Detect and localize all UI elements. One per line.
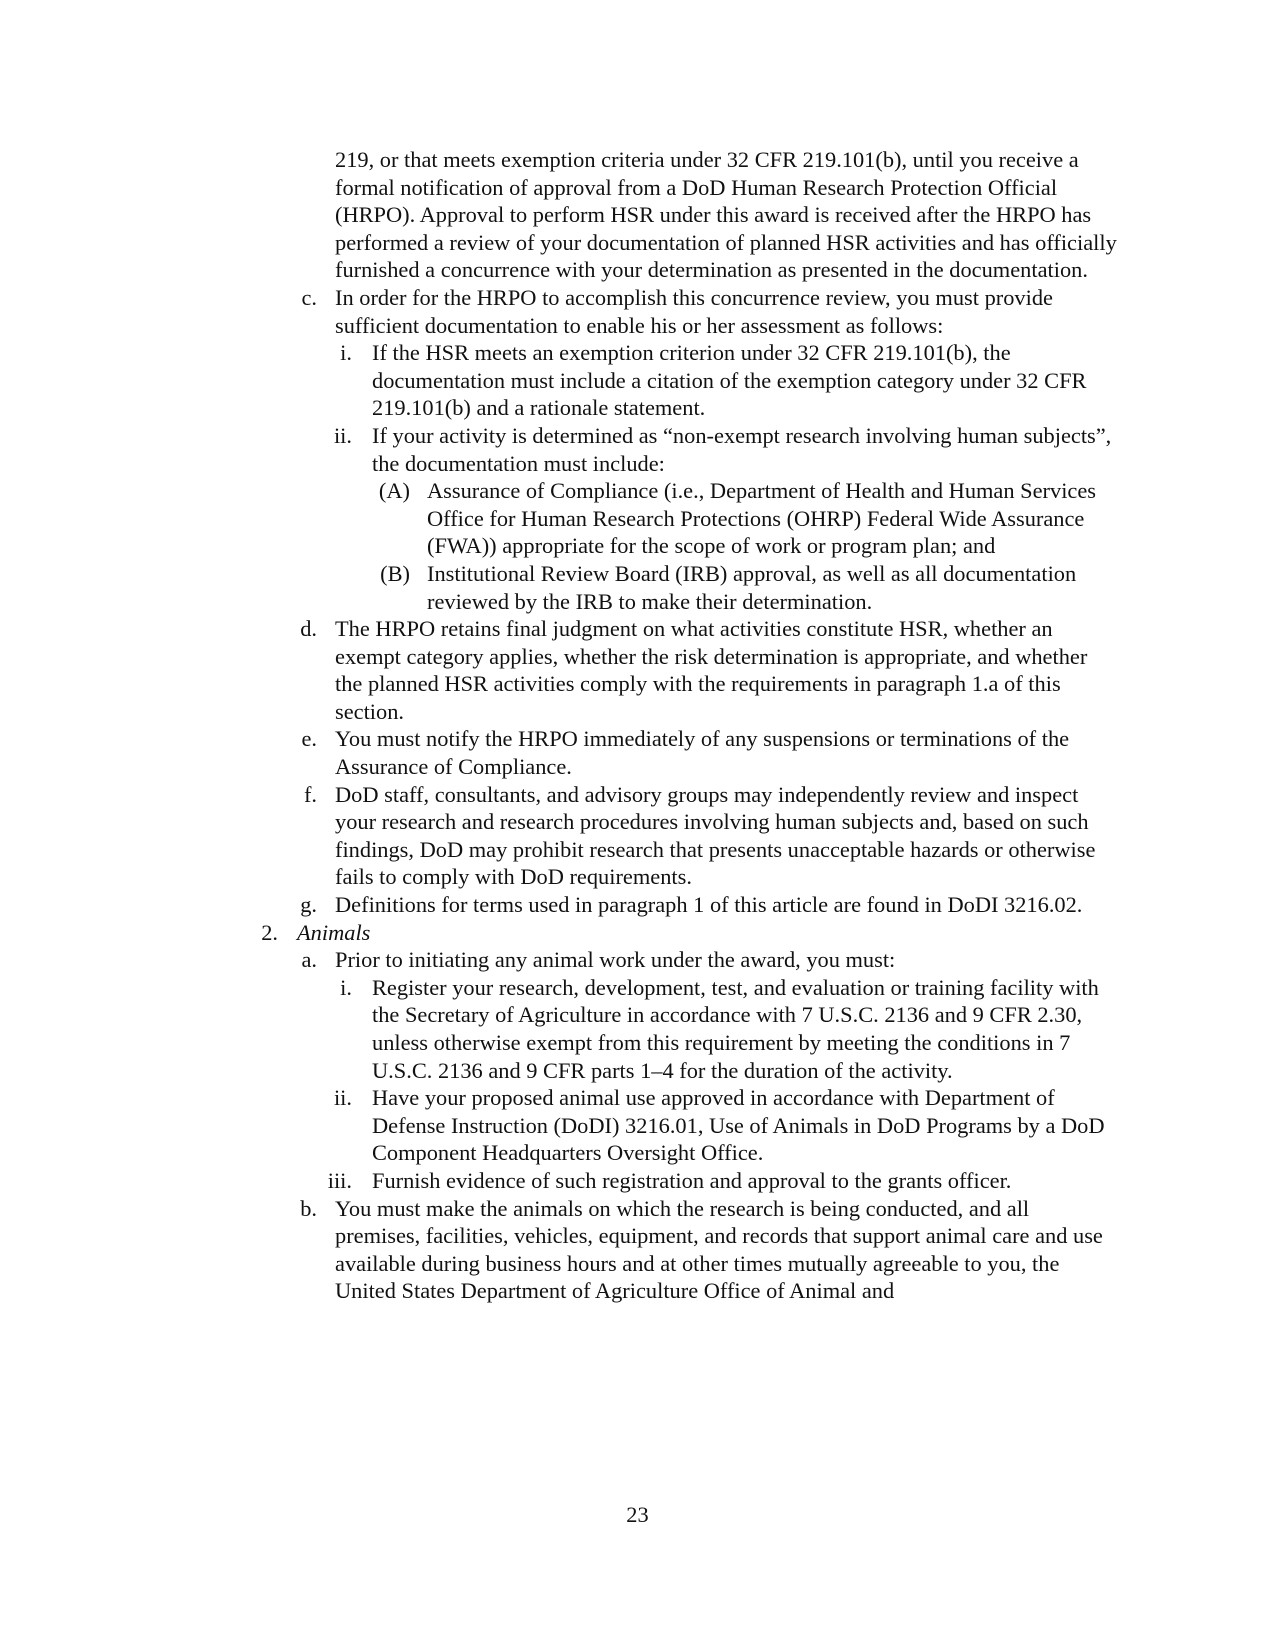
- list-item-text: The HRPO retains final judgment on what activities constitute HSR, whether an exempt category applies, whether the risk determination is appropriate, and whether the planned HSR activities comply with the requirements in paragraph 1.a of this section.: [335, 616, 1088, 724]
- list-item-2a: [0, 946, 1117, 974]
- list-item-text: In order for the HRPO to accomplish this concurrence review, you must provide sufficient documentation to enable his or her assessment as follows:: [335, 284, 1053, 338]
- list-item-text: You must make the animals on which the research is being conducted, and all premises, facilities, vehicles, equipment, and records that support animal care and use available during business hours and at other times mutually agreeable to you, the United States Department of Agriculture Office of Animal and: [335, 1195, 1103, 1304]
- list-marker: 2.: [261, 919, 278, 945]
- list-item-c-i: [0, 339, 1117, 422]
- list-item-2a-iii: [0, 1167, 1117, 1195]
- list-item-2a-ii: [0, 1084, 1117, 1167]
- list-item-text: Have your proposed animal use approved in accordance with Department of Defense Instruction (DoDI) 3216.01, Use of Animals in DoD Programs by a DoD Component Headquarters Oversight Office.: [372, 1085, 1105, 1166]
- list-item-c-ii: [0, 422, 1117, 477]
- list-marker: iii.: [327, 1167, 352, 1193]
- list-item-c-ii-B: [0, 560, 1117, 615]
- list-item-text: If your activity is determined as “non-exempt research involving human subjects”, the documentation must include:: [372, 422, 1112, 476]
- list-marker: c.: [301, 284, 317, 310]
- section-heading: Animals: [297, 919, 371, 945]
- list-item-c: [0, 284, 1117, 339]
- list-marker: ii.: [333, 422, 352, 448]
- list-marker: ii.: [333, 1085, 352, 1111]
- list-item-text: DoD staff, consultants, and advisory groups may independently review and inspect your research and research procedures involving human subjects and, based on such findings, DoD may prohibit research that presents unacceptable hazards or otherwise fails to comply with DoD requirements.: [335, 781, 1096, 890]
- list-item-c-ii-A: [0, 477, 1117, 560]
- list-item-f: [0, 781, 1117, 891]
- list-item-text: Furnish evidence of such registration and approval to the grants officer.: [372, 1167, 1012, 1193]
- section-2-heading: [0, 919, 1117, 947]
- list-item-text: You must notify the HRPO immediately of any suspensions or terminations of the Assurance of Compliance.: [335, 726, 1070, 780]
- list-marker: i.: [340, 974, 352, 1000]
- list-marker: a.: [301, 947, 317, 973]
- list-marker: (B): [380, 560, 410, 586]
- list-item-text: If the HSR meets an exemption criterion under 32 CFR 219.101(b), the documentation must include a citation of the exemption category under 32 CFR 219.101(b) and a rationale statement.: [372, 340, 1087, 421]
- list-item-e: [0, 725, 1117, 780]
- document-body: [0, 146, 1275, 1305]
- list-item-text: Assurance of Compliance (i.e., Department of Health and Human Services Office for Human Research Protections (OHRP) Federal Wide Assurance (FWA)) appropriate for the scope of work or program plan; and: [427, 478, 1097, 559]
- list-item-text: Register your research, development, test, and evaluation or training facility with the Secretary of Agriculture in accordance with 7 U.S.C. 2136 and 9 CFR 2.30, unless otherwise exempt from this requirement by meeting the conditions in 7 U.S.C. 2136 and 9 CFR parts 1–4 for the duration of the activity.: [372, 974, 1099, 1083]
- list-item-2b: [0, 1195, 1117, 1305]
- list-marker: f.: [303, 781, 317, 807]
- page-number: 23: [626, 1502, 649, 1527]
- list-item-d: [0, 615, 1117, 725]
- list-marker: e.: [301, 726, 317, 752]
- list-item-2a-i: [0, 974, 1117, 1084]
- list-item-g: [0, 891, 1117, 919]
- list-marker: g.: [300, 892, 317, 918]
- list-item-text: Prior to initiating any animal work under the award, you must:: [335, 947, 896, 973]
- list-marker: (A): [378, 478, 410, 504]
- list-marker: i.: [340, 340, 352, 366]
- list-marker: d.: [300, 616, 317, 642]
- continuation-paragraph: 219, or that meets exemption criteria under 32 CFR 219.101(b), until you receive a formal notification of approval from a DoD Human Research Protection Official (HRPO). Approval to perform HSR under this award is received after the HRPO has performed a review of your documentation of planned HSR activities and has officially furnished a concurrence with your determination as presented in the documentation.: [335, 147, 1117, 283]
- list-item-text: Definitions for terms used in paragraph 1 of this article are found in DoDI 3216.02.: [335, 892, 1083, 918]
- list-item-text: Institutional Review Board (IRB) approval, as well as all documentation reviewed by the IRB to make their determination.: [427, 560, 1077, 614]
- list-marker: b.: [300, 1195, 317, 1221]
